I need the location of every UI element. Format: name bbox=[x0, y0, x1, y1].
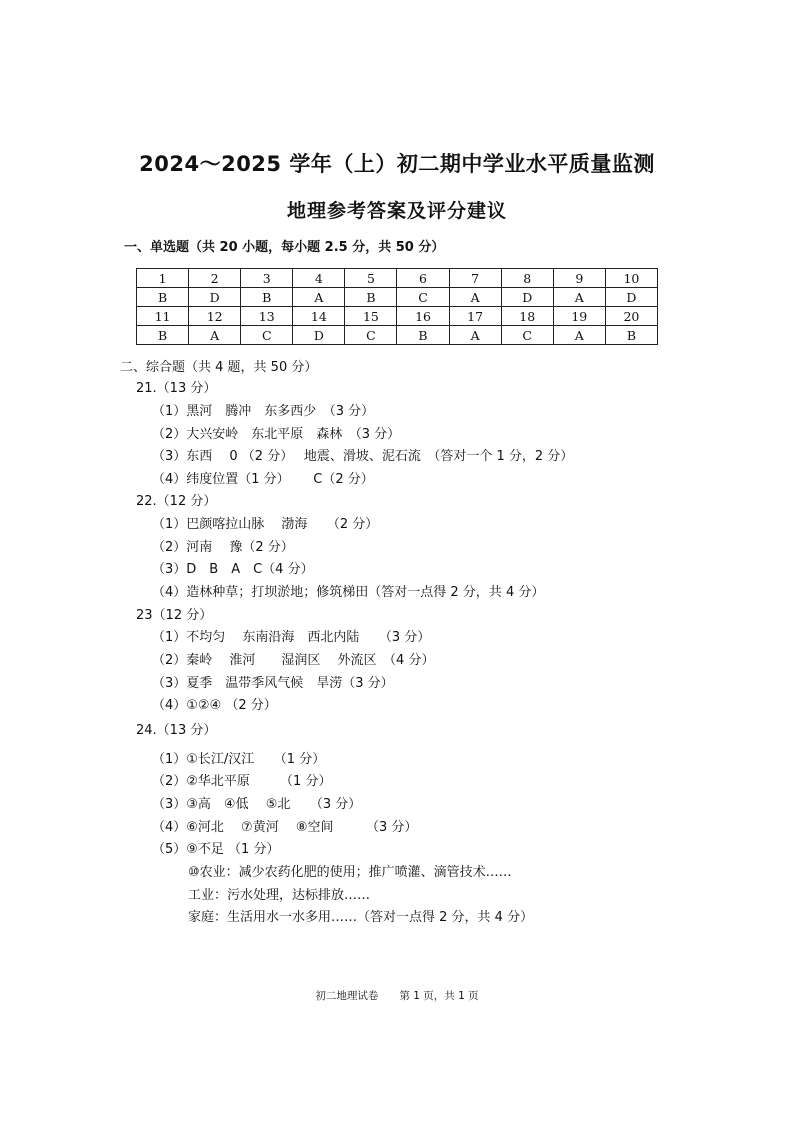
table-cell: 7 bbox=[449, 269, 501, 288]
table-cell: 2 bbox=[189, 269, 241, 288]
answer-line: （3）③高 ④低 ⑤北 （3 分） bbox=[152, 797, 362, 812]
answer-line: （2）河南 豫（2 分） bbox=[152, 540, 294, 555]
answer-line: （4）造林种草；打坝淤地；修筑梯田（答对一点得 2 分，共 4 分） bbox=[152, 585, 545, 600]
table-cell: 16 bbox=[397, 307, 449, 326]
table-cell: C bbox=[501, 326, 553, 345]
answer-line: （2）②华北平原 （1 分） bbox=[152, 774, 332, 789]
table-cell: B bbox=[397, 326, 449, 345]
answer-line: （1）黑河 腾冲 东多西少 （3 分） bbox=[152, 404, 375, 419]
question-24-header: 24.（13 分） bbox=[136, 723, 217, 738]
table-cell: A bbox=[553, 326, 605, 345]
answer-line: （3）夏季 温带季风气候 旱涝（3 分） bbox=[152, 676, 394, 691]
answer-line: （4）纬度位置（1 分） C（2 分） bbox=[152, 472, 374, 487]
answer-line: （1）不均匀 东南沿海 西北内陆 （3 分） bbox=[152, 630, 431, 645]
table-cell: B bbox=[137, 288, 189, 307]
table-cell: B bbox=[345, 288, 397, 307]
table-cell: 6 bbox=[397, 269, 449, 288]
table-cell: 12 bbox=[189, 307, 241, 326]
table-cell: 20 bbox=[605, 307, 657, 326]
answer-line: 工业：污水处理，达标排放…… bbox=[188, 888, 371, 903]
table-cell: C bbox=[345, 326, 397, 345]
table-cell: A bbox=[293, 288, 345, 307]
table-cell: A bbox=[189, 326, 241, 345]
table-cell: A bbox=[449, 288, 501, 307]
section-comprehensive-heading: 二、综合题（共 4 题，共 50 分） bbox=[120, 360, 318, 375]
table-cell: 4 bbox=[293, 269, 345, 288]
table-row bbox=[137, 269, 658, 288]
page-footer: 初二地理试卷 第 1 页，共 1 页 bbox=[315, 990, 479, 1002]
table-cell: 18 bbox=[501, 307, 553, 326]
table-cell: D bbox=[501, 288, 553, 307]
table-row bbox=[137, 288, 658, 307]
answer-table bbox=[136, 268, 658, 345]
table-cell: D bbox=[605, 288, 657, 307]
table-cell: 3 bbox=[241, 269, 293, 288]
table-cell: 19 bbox=[553, 307, 605, 326]
answer-line: （5）⑨不足 （1 分） bbox=[152, 842, 280, 857]
table-cell: B bbox=[605, 326, 657, 345]
table-row bbox=[137, 326, 658, 345]
table-cell: 11 bbox=[137, 307, 189, 326]
table-row bbox=[137, 307, 658, 326]
question-22-header: 22.（12 分） bbox=[136, 494, 217, 509]
answer-line: （2）秦岭 淮河 湿润区 外流区 （4 分） bbox=[152, 653, 435, 668]
answer-line: （4）①②④ （2 分） bbox=[152, 698, 277, 713]
table-cell: C bbox=[241, 326, 293, 345]
table-cell: 10 bbox=[605, 269, 657, 288]
document-subtitle: 地理参考答案及评分建议 bbox=[286, 200, 507, 222]
question-21-header: 21.（13 分） bbox=[136, 381, 217, 396]
table-cell: B bbox=[137, 326, 189, 345]
answer-line: （3）东西 0 （2 分） 地震、滑坡、泥石流 （答对一个 1 分，2 分） bbox=[152, 449, 574, 464]
answer-line: （1）①长江/汉江 （1 分） bbox=[152, 752, 326, 767]
table-cell: D bbox=[189, 288, 241, 307]
answer-line: （2）大兴安岭 东北平原 森林 （3 分） bbox=[152, 427, 401, 442]
table-cell: A bbox=[449, 326, 501, 345]
answer-line: ⑩农业：减少农药化肥的使用；推广喷灌、滴管技术…… bbox=[188, 865, 512, 880]
table-cell: 15 bbox=[345, 307, 397, 326]
answer-line: 家庭：生活用水一水多用……（答对一点得 2 分，共 4 分） bbox=[188, 910, 534, 925]
table-cell: A bbox=[553, 288, 605, 307]
table-cell: 17 bbox=[449, 307, 501, 326]
answer-line: （1）巴颜喀拉山脉 渤海 （2 分） bbox=[152, 517, 379, 532]
table-cell: 8 bbox=[501, 269, 553, 288]
answer-line: （3）D B A C（4 分） bbox=[152, 562, 314, 577]
table-cell: 5 bbox=[345, 269, 397, 288]
question-23-header: 23（12 分） bbox=[136, 608, 213, 623]
table-cell: 1 bbox=[137, 269, 189, 288]
section-single-choice-heading: 一、单选题（共 20 小题，每小题 2.5 分，共 50 分） bbox=[124, 240, 445, 255]
table-cell: 14 bbox=[293, 307, 345, 326]
answer-line: （4）⑥河北 ⑦黄河 ⑧空间 （3 分） bbox=[152, 820, 418, 835]
table-cell: 9 bbox=[553, 269, 605, 288]
table-cell: 13 bbox=[241, 307, 293, 326]
table-cell: D bbox=[293, 326, 345, 345]
table-cell: C bbox=[397, 288, 449, 307]
table-cell: B bbox=[241, 288, 293, 307]
document-title: 2024～2025 学年（上）初二期中学业水平质量监测 bbox=[139, 152, 655, 176]
